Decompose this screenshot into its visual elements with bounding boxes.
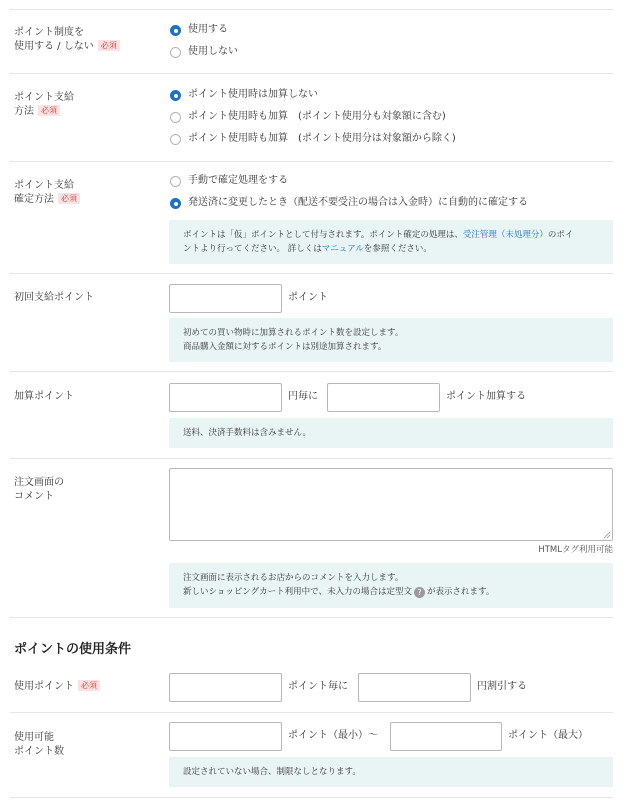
divider <box>10 73 613 74</box>
help-icon[interactable]: ? <box>414 587 425 598</box>
radio-grant-add-include[interactable] <box>170 112 181 123</box>
divider <box>10 797 613 798</box>
order-comment-label: 注文画面の コメント <box>14 477 64 502</box>
add-points-info: 送料、決済手数料は含みません。 <box>169 418 613 448</box>
usable-points-info: 設定されていない場合、制限なしとなります。 <box>169 757 613 787</box>
use-points-point-input[interactable] <box>169 673 282 702</box>
usable-points-max-input[interactable] <box>390 722 502 751</box>
usable-points-label: 使用可能 ポイント数 <box>14 732 64 757</box>
use-points-label: 使用ポイント 必須 <box>14 680 100 694</box>
initial-points-unit: ポイント <box>288 292 328 303</box>
radio-confirm-manual-label[interactable]: 手動で確定処理をする <box>188 175 288 186</box>
add-points-yen-unit: 円毎に <box>288 391 318 402</box>
initial-points-info: 初めての買い物時に加算されるポイント数を設定します。 商品購入金額に対するポイントは別途加算されます。 <box>169 318 613 362</box>
radio-grant-no-add[interactable] <box>170 90 181 101</box>
radio-use-points-label[interactable]: 使用する <box>188 24 228 35</box>
initial-points-input[interactable] <box>169 284 282 313</box>
usable-points-min-unit: ポイント（最小）〜 <box>288 730 378 741</box>
radio-grant-no-add-label[interactable]: ポイント使用時は加算しない <box>188 89 318 100</box>
order-management-link[interactable]: 受注管理（未処理分） <box>462 230 548 240</box>
required-badge: 必須 <box>98 40 120 51</box>
divider <box>10 458 613 459</box>
add-points-label: 加算ポイント <box>14 391 74 402</box>
use-points-yen-unit: 円割引する <box>477 681 527 692</box>
usage-section-title: ポイントの使用条件 <box>14 642 132 657</box>
html-tag-note: HTMLタグ利用可能 <box>538 545 613 555</box>
radio-confirm-manual[interactable] <box>170 176 181 187</box>
use-points-yen-input[interactable] <box>358 673 471 702</box>
divider <box>10 371 613 372</box>
divider <box>10 273 613 274</box>
divider <box>10 161 613 162</box>
divider <box>10 712 613 713</box>
radio-no-points-label[interactable]: 使用しない <box>188 46 238 57</box>
add-points-point-input[interactable] <box>327 383 440 412</box>
radio-confirm-auto[interactable] <box>170 198 181 209</box>
order-comment-info: 注文画面に表示されるお店からのコメントを入力します。 新しいショッピングカート利用中で、未入力の場合は定型文 ? が表示されます。 <box>169 563 613 608</box>
resize-grip-icon[interactable] <box>603 531 610 538</box>
use-points-point-unit: ポイント毎に <box>288 681 348 692</box>
required-badge: 必須 <box>58 193 80 204</box>
order-comment-textarea[interactable] <box>169 468 613 541</box>
divider <box>10 9 613 10</box>
required-badge: 必須 <box>78 680 100 691</box>
add-points-yen-input[interactable] <box>169 383 282 412</box>
usable-points-max-unit: ポイント（最大） <box>508 730 588 741</box>
radio-no-points[interactable] <box>170 47 181 58</box>
confirm-method-label: ポイント支給 確定方法 必須 <box>14 179 80 207</box>
divider <box>10 617 613 618</box>
grant-method-label: ポイント支給 方法 必須 <box>14 92 74 117</box>
required-badge: 必須 <box>38 105 60 116</box>
radio-use-points[interactable] <box>170 25 181 36</box>
radio-grant-add-include-label[interactable]: ポイント使用時も加算 (ポイント使用分も対象額に含む) <box>188 111 446 122</box>
radio-confirm-auto-label[interactable]: 発送済に変更したとき（配送不要受注の場合は入金時）に自動的に確定する <box>188 197 528 208</box>
radio-grant-add-exclude[interactable] <box>170 134 181 145</box>
confirm-method-info: ポイントは「仮」ポイントとして付与されます。ポイント確定の処理は、受注管理（未処理分）のポイ ントより行ってください。 詳しくはマニュアルを参照ください。 <box>169 220 613 264</box>
radio-grant-add-exclude-label[interactable]: ポイント使用時も加算 (ポイント使用分は対象額から除く) <box>188 133 456 144</box>
usable-points-min-input[interactable] <box>169 722 282 751</box>
manual-link[interactable]: マニュアル <box>321 244 364 254</box>
initial-points-label: 初回支給ポイント <box>14 292 94 303</box>
point-system-label: ポイント制度を 使用する / しない 必須 <box>14 26 120 54</box>
add-points-point-unit: ポイント加算する <box>446 391 526 402</box>
